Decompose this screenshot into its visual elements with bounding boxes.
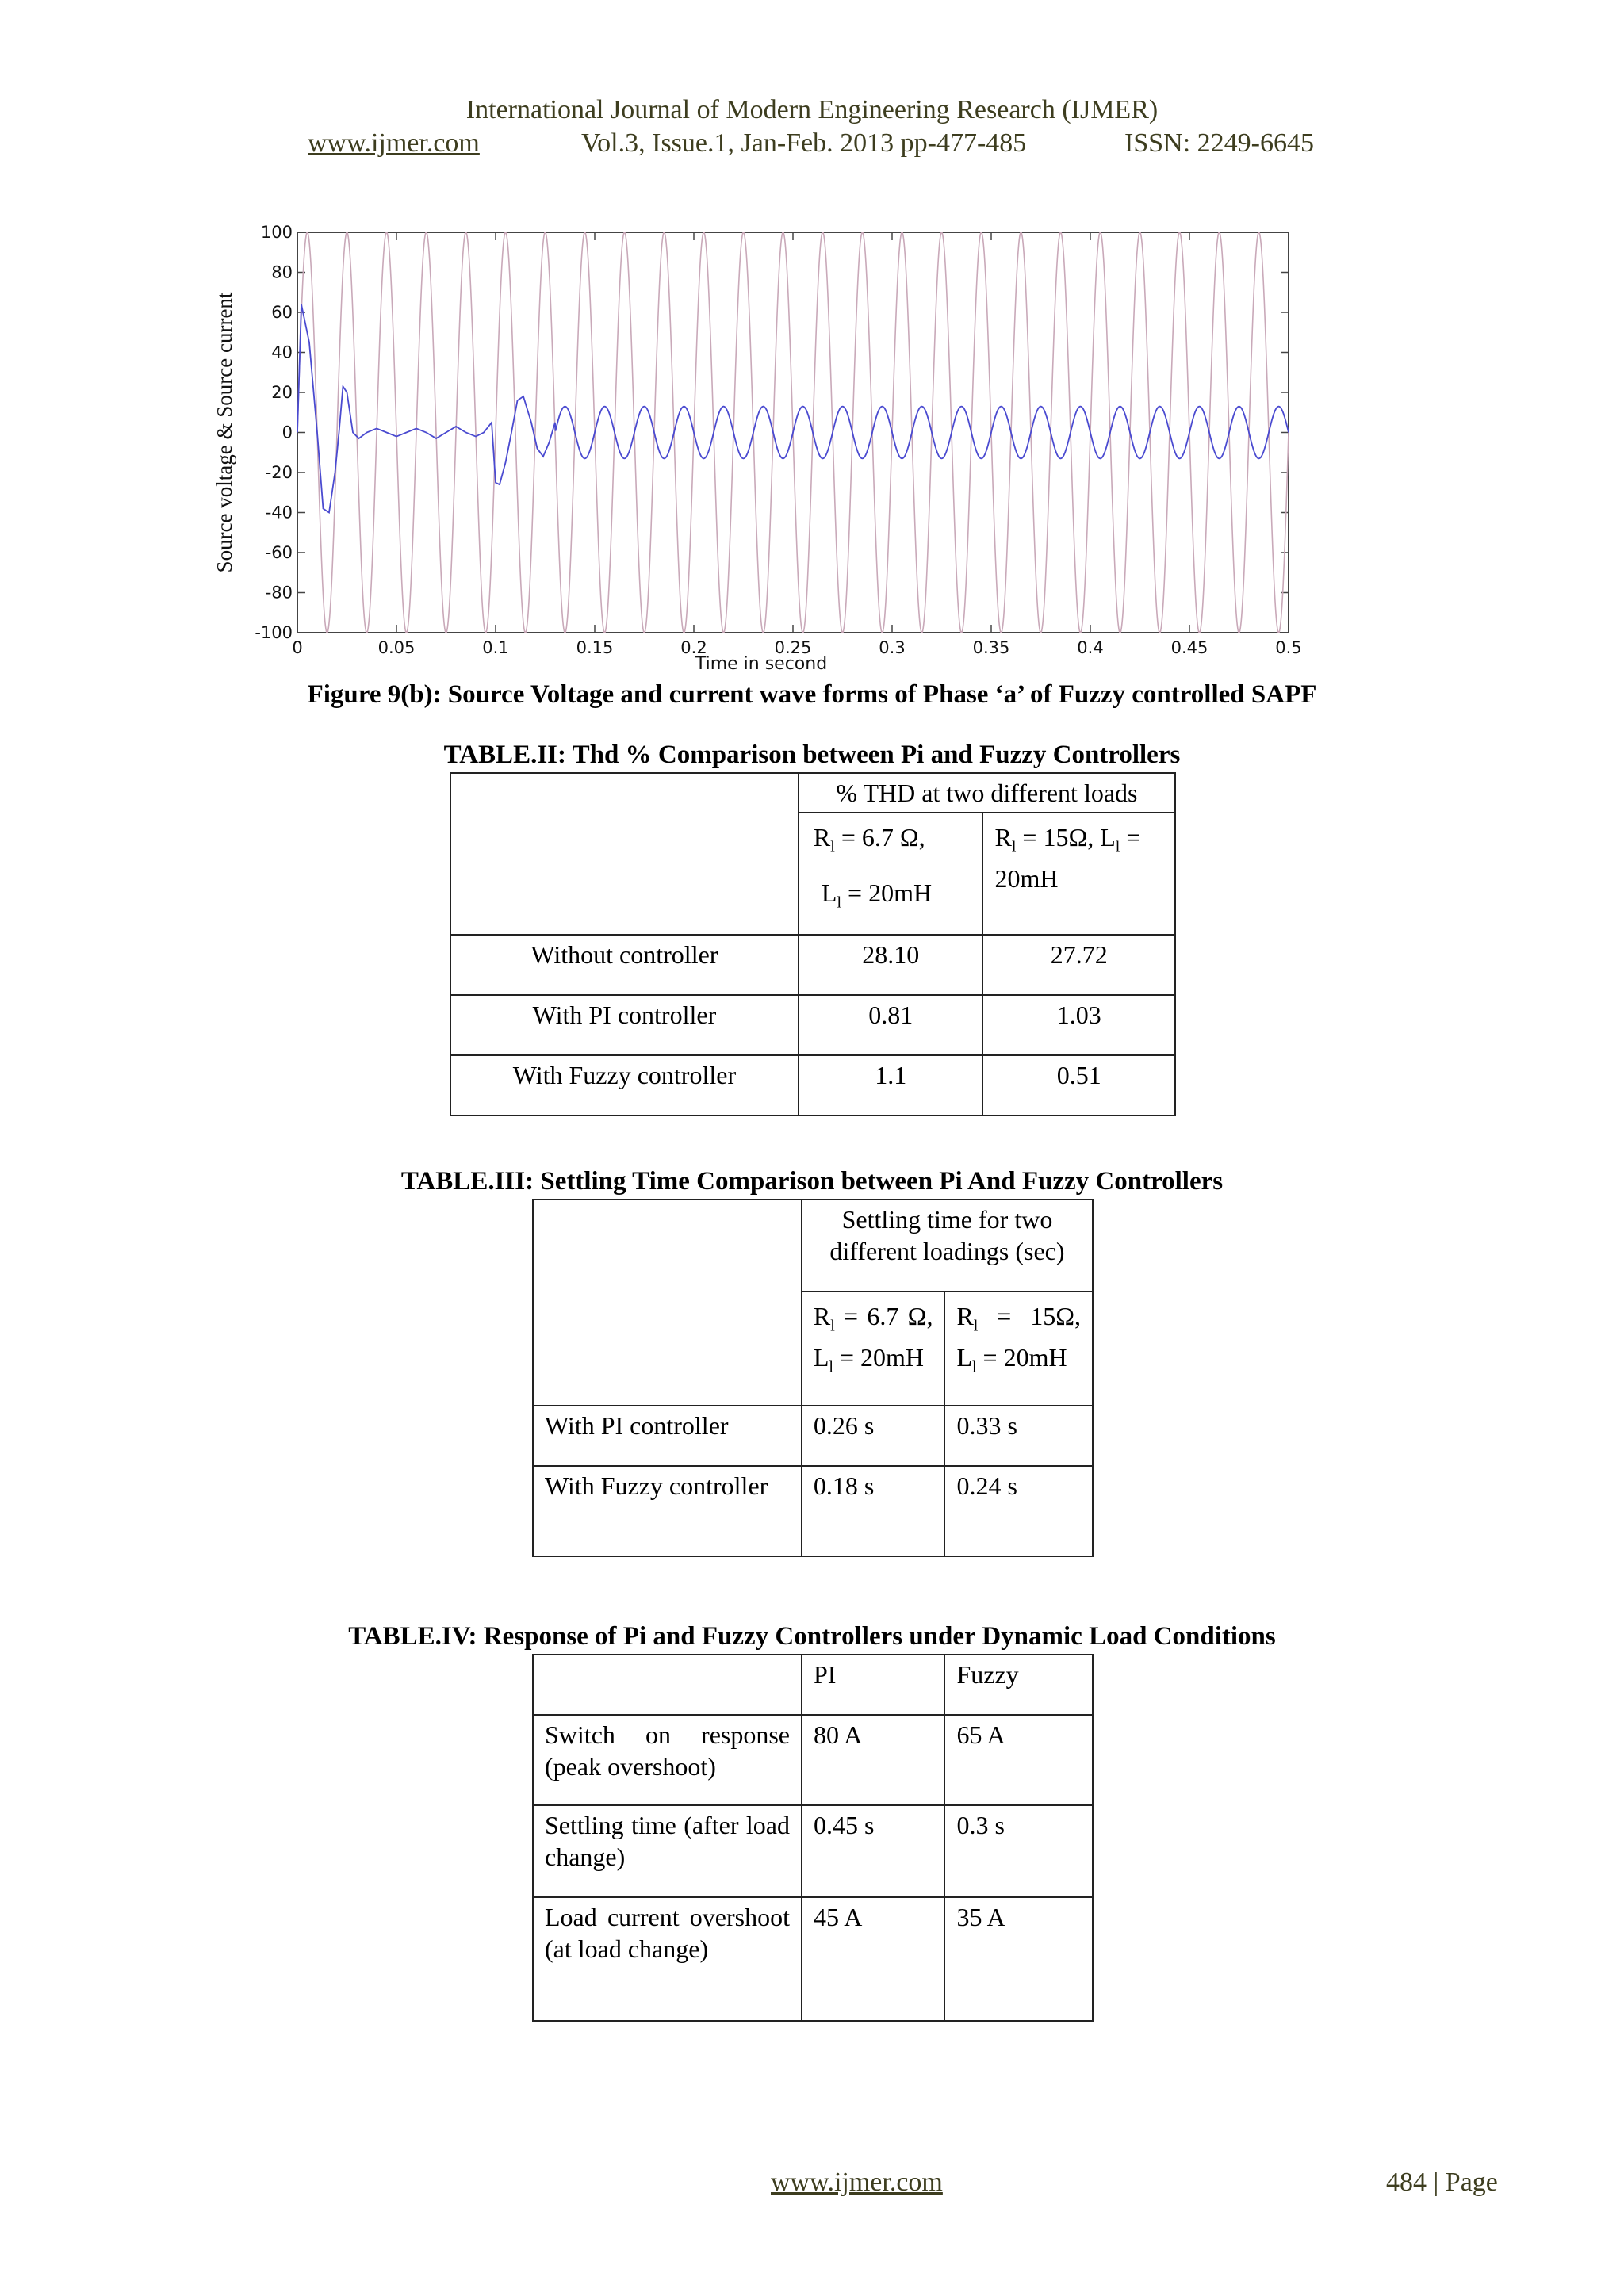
table2-row-label: Without controller: [450, 935, 799, 995]
y-tick-label: -20: [265, 463, 293, 482]
thd-comparison-table: [450, 772, 1176, 1116]
table2-cell: 1.03: [982, 995, 1175, 1055]
y-tick-label: 100: [260, 223, 293, 242]
table3-row-label: With PI controller: [533, 1406, 802, 1466]
y-tick-label: 20: [271, 383, 293, 402]
header-url-link[interactable]: www.ijmer.com: [308, 128, 480, 158]
x-tick-label: 0.1: [482, 638, 509, 657]
x-axis-label: Time in second: [695, 654, 828, 672]
table2-row-label: With Fuzzy controller: [450, 1055, 799, 1115]
table2-group-header: % THD at two different loads: [799, 773, 1175, 813]
y-tick-label: 80: [271, 262, 293, 282]
table3-col1-header: $R_l = 6.7$ Ω, $L_l = 20mH$: [802, 1292, 945, 1406]
table2-cell: 28.10: [799, 935, 983, 995]
x-tick-label: 0.2: [680, 638, 707, 657]
table2-cell: 27.72: [982, 935, 1175, 995]
waveform-chart: [198, 212, 1324, 672]
table2-cell: 0.81: [799, 995, 983, 1055]
x-tick-label: 0.35: [972, 638, 1010, 657]
table3-caption: TABLE.III: Settling Time Comparison between Pi And Fuzzy Controllers: [400, 1167, 1224, 1196]
x-tick-label: 0.25: [774, 638, 812, 657]
x-tick-label: 0.05: [377, 638, 416, 657]
table4-cell: 45 A: [802, 1897, 944, 2021]
table2-cell: 1.1: [799, 1055, 983, 1115]
x-tick-label: 0.3: [879, 638, 906, 657]
table4-row-label: Switch on response (peak overshoot): [533, 1715, 802, 1805]
table2-col1-header: $R_l = 6.7$ Ω, $L_l = 20mH$: [799, 813, 983, 935]
y-tick-label: 0: [282, 423, 293, 442]
table4-row-label: Load current overshoot (at load change): [533, 1897, 802, 2021]
table3-row-label: With Fuzzy controller: [533, 1466, 802, 1556]
x-tick-label: 0: [292, 638, 303, 657]
table4-cell: 80 A: [802, 1715, 944, 1805]
table2-empty-corner: [450, 773, 799, 935]
y-tick-label: -60: [265, 543, 293, 562]
journal-title: International Journal of Modern Engineering Research (IJMER): [465, 95, 1159, 124]
footer-url-link[interactable]: www.ijmer.com: [771, 2168, 943, 2197]
table4-empty-corner: [533, 1655, 802, 1715]
table2-row-label: With PI controller: [450, 995, 799, 1055]
table4-cell: 0.3 s: [944, 1805, 1093, 1897]
dynamic-response-table: [532, 1654, 1094, 2022]
header-issn: ISSN: 2249-6645: [1124, 128, 1314, 158]
y-axis-label: Source voltage & Source current: [213, 292, 236, 573]
table4-col-pi: PI: [802, 1655, 944, 1715]
table4-col-fuzzy: Fuzzy: [944, 1655, 1093, 1715]
settling-time-table: [532, 1199, 1094, 1557]
table4-caption: TABLE.IV: Response of Pi and Fuzzy Controllers under Dynamic Load Conditions: [348, 1622, 1276, 1651]
table3-cell: 0.33 s: [944, 1406, 1093, 1466]
table4-cell: 0.45 s: [802, 1805, 944, 1897]
table4-cell: 35 A: [944, 1897, 1093, 2021]
x-tick-label: 0.15: [576, 638, 614, 657]
x-tick-label: 0.45: [1170, 638, 1208, 657]
table3-empty-corner: [533, 1200, 802, 1406]
x-tick-label: 0.5: [1275, 638, 1302, 657]
table3-col2-header: $R_l = 15\Omega$, $L_l = 20mH$: [944, 1292, 1093, 1406]
y-tick-label: -80: [265, 583, 293, 603]
table3-cell: 0.26 s: [802, 1406, 945, 1466]
table3-cell: 0.18 s: [802, 1466, 945, 1556]
page-number: 484 | Page: [1386, 2168, 1498, 2197]
y-tick-label: 40: [271, 342, 293, 362]
y-tick-label: -100: [255, 623, 293, 642]
source-current-line: [297, 304, 1289, 513]
table3-cell: 0.24 s: [944, 1466, 1093, 1556]
y-tick-label: -40: [265, 503, 293, 522]
y-tick-label: 60: [271, 303, 293, 322]
x-tick-label: 0.4: [1077, 638, 1104, 657]
table3-group-header: Settling time for two different loadings (sec): [802, 1200, 1093, 1292]
table2-caption: TABLE.II: Thd % Comparison between Pi and Fuzzy Controllers: [443, 740, 1181, 769]
table2-col2-header: $R_l = 15\Omega$, $L_l = 20mH$: [982, 813, 1175, 935]
table2-cell: 0.51: [982, 1055, 1175, 1115]
header-volume: Vol.3, Issue.1, Jan-Feb. 2013 pp-477-485: [581, 128, 1027, 158]
table4-cell: 65 A: [944, 1715, 1093, 1805]
figure-caption: Figure 9(b): Source Voltage and current wave forms of Phase ‘a’ of Fuzzy controlled SAPF: [307, 680, 1317, 709]
table4-row-label: Settling time (after load change): [533, 1805, 802, 1897]
